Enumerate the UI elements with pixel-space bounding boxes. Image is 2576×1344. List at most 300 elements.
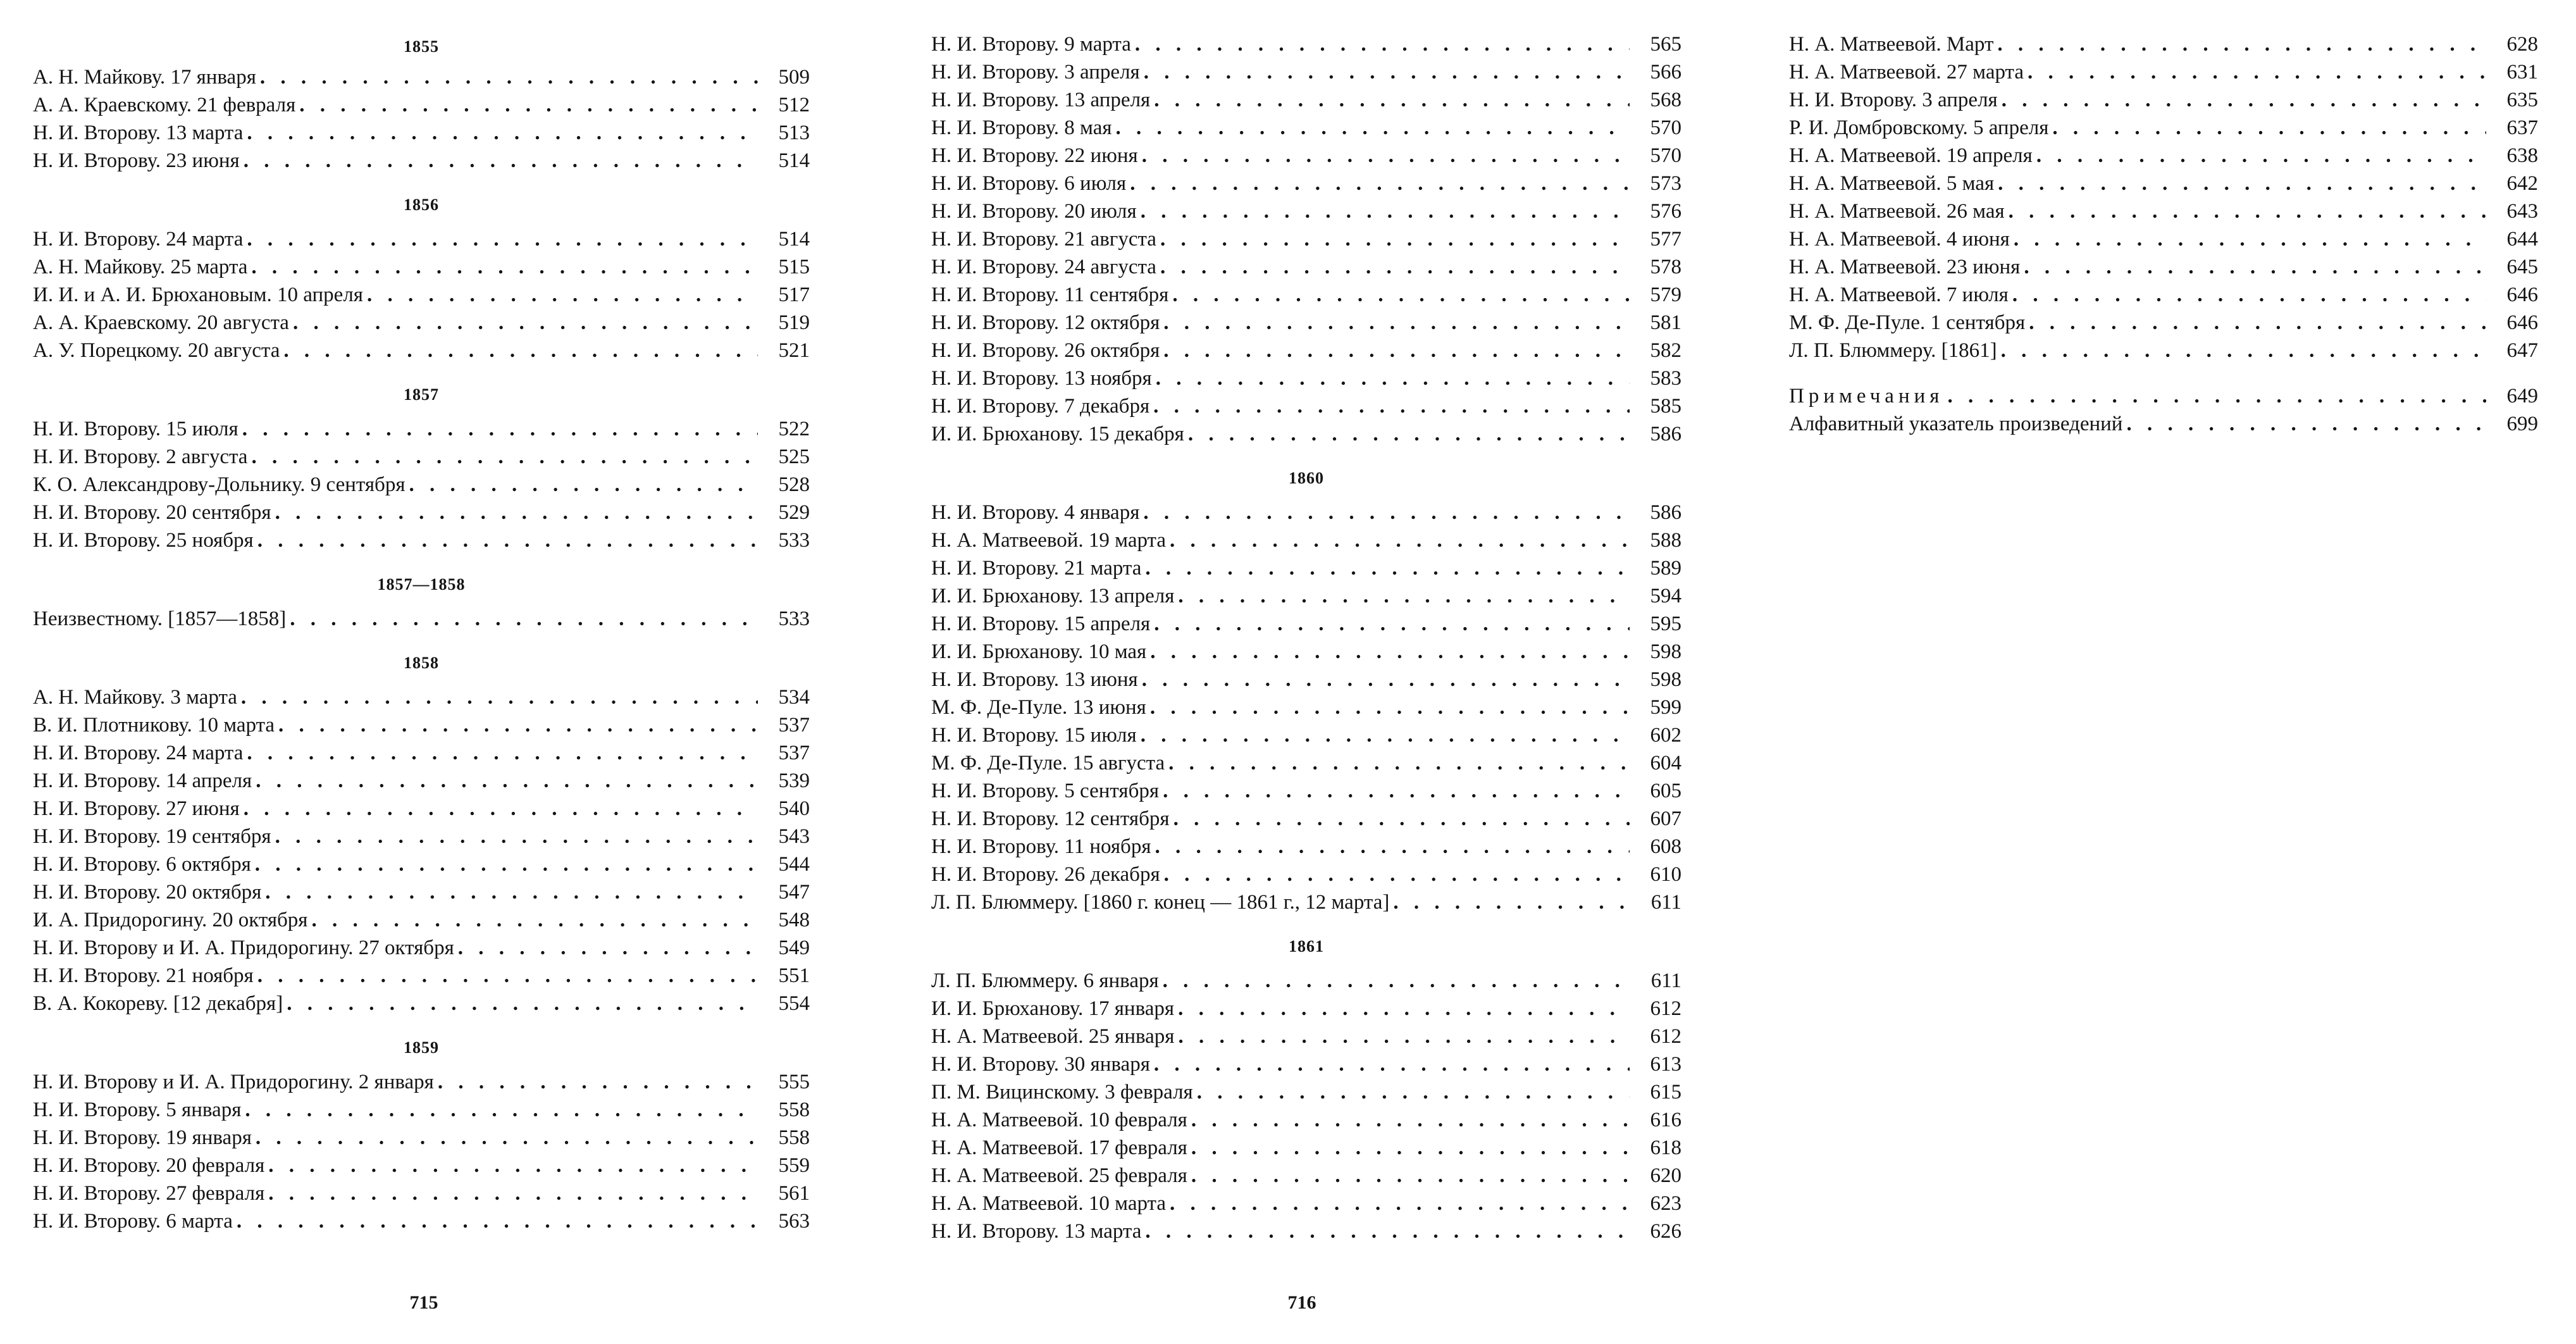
entry-page: 581 — [1650, 311, 1681, 334]
toc-entry — [931, 666, 1681, 694]
entry-title: И. И. Брюханову. 13 апреля — [931, 585, 1175, 607]
dot-leader — [1142, 142, 1630, 170]
entry-page: 558 — [778, 1098, 810, 1121]
toc-entry — [931, 225, 1681, 253]
entry-page: 563 — [778, 1210, 810, 1233]
entry-title: Н. И. Второву. 25 ноября — [33, 529, 254, 552]
entry-page: 599 — [1650, 696, 1681, 719]
toc-entry — [33, 990, 810, 1017]
dot-leader — [1130, 170, 1630, 197]
entry-title: Н. И. Второву. 26 декабря — [931, 863, 1160, 886]
dot-leader — [2012, 281, 2486, 309]
toc-entry — [1789, 86, 2538, 114]
dot-leader — [1163, 337, 1630, 364]
entry-title: Л. П. Блюммеру. [1860 г. конец — 1861 г., 12 марта] — [931, 891, 1390, 914]
entry-page: 594 — [1650, 585, 1681, 607]
entry-page: 515 — [778, 256, 810, 278]
entry-page: 525 — [778, 445, 810, 468]
entry-title: А. Н. Майкову. 3 марта — [33, 686, 237, 709]
entry-title: Н. И. Второву. 24 августа — [931, 256, 1156, 278]
dot-leader — [1154, 1050, 1630, 1078]
dot-leader — [1144, 58, 1630, 86]
toc-entry — [931, 1023, 1681, 1050]
dot-leader — [242, 415, 758, 443]
entry-page: 613 — [1650, 1053, 1681, 1076]
toc-entry — [931, 420, 1681, 448]
entry-page: 598 — [1650, 640, 1681, 663]
dot-leader — [247, 225, 758, 253]
entry-title: Н. И. Второву. 11 сентября — [931, 283, 1169, 306]
entry-title: Н. А. Матвеевой. 17 февраля — [931, 1136, 1187, 1159]
entry-title: Н. И. Второву. 13 апреля — [931, 89, 1151, 111]
dot-leader — [1150, 694, 1630, 721]
entry-title: Н. И. Второву. 6 марта — [33, 1210, 233, 1233]
toc-entry — [1789, 225, 2538, 253]
entry-title: Н. И. Второву. 15 июля — [33, 418, 238, 440]
entry-title: Н. А. Матвеевой. 27 марта — [1789, 61, 2024, 84]
entry-page: 612 — [1650, 1025, 1681, 1048]
entry-page: 623 — [1650, 1192, 1681, 1215]
toc-entry — [931, 1050, 1681, 1078]
dot-leader — [1191, 1134, 1630, 1162]
toc-entry — [33, 962, 810, 990]
entry-page: 602 — [1650, 724, 1681, 747]
dot-leader — [1156, 364, 1630, 392]
spacer — [33, 364, 810, 375]
entry-page: 582 — [1650, 339, 1681, 362]
toc-entry — [1789, 142, 2538, 170]
page-number-left: 715 — [409, 1292, 438, 1313]
dot-leader — [244, 795, 758, 823]
dot-leader — [257, 526, 758, 554]
toc-entry-notes — [1789, 382, 2538, 410]
entry-page: 598 — [1650, 668, 1681, 691]
toc-entry — [931, 253, 1681, 281]
entry-page: 612 — [1650, 997, 1681, 1020]
entry-title: Н. И. Второву. 27 июня — [33, 797, 240, 820]
entry-title: Н. И. Второву. 9 марта — [931, 33, 1131, 56]
entry-title: Н. И. Второву. 27 февраля — [33, 1182, 265, 1205]
entry-title: М. Ф. Де-Пуле. 13 июня — [931, 696, 1146, 719]
entry-page: 544 — [778, 853, 810, 876]
entry-page: 699 — [2506, 413, 2538, 435]
entry-page: 539 — [778, 769, 810, 792]
toc-entry — [931, 888, 1681, 916]
entry-title: Н. А. Матвеевой. 5 мая — [1789, 172, 1995, 195]
toc-entry — [33, 878, 810, 906]
toc-entry — [33, 795, 810, 823]
toc-entry — [931, 364, 1681, 392]
dot-leader — [1170, 526, 1630, 554]
toc-entry — [33, 415, 810, 443]
toc-entry — [931, 30, 1681, 58]
toc-entry — [931, 1190, 1681, 1217]
dot-leader — [1154, 86, 1630, 114]
dot-leader — [1178, 582, 1630, 610]
contents-sections — [1789, 30, 2538, 364]
toc-entry — [931, 1217, 1681, 1245]
dot-leader — [275, 499, 758, 526]
toc-entry — [931, 526, 1681, 554]
entry-title: Н. И. Второву. 24 марта — [33, 228, 244, 251]
entry-title: Н. И. Второву. 5 января — [33, 1098, 242, 1121]
entry-title: Н. И. Второву. 19 сентября — [33, 825, 271, 848]
toc-entry — [931, 582, 1681, 610]
dot-leader — [1998, 170, 2486, 197]
dot-leader — [1135, 30, 1630, 58]
dot-leader — [268, 1152, 758, 1179]
toc-entry — [33, 337, 810, 364]
dot-leader — [2024, 253, 2486, 281]
entry-title: Н. И. Второву. 19 января — [33, 1126, 252, 1149]
entry-title: И. И. Брюханову. 17 января — [931, 997, 1175, 1020]
toc-entry — [33, 906, 810, 934]
entry-page: 519 — [778, 311, 810, 334]
entry-page: 514 — [778, 228, 810, 251]
entry-title: Н. И. Второву. 24 марта — [33, 742, 244, 764]
entry-page: 522 — [778, 418, 810, 440]
dot-leader — [260, 63, 758, 91]
toc-entry — [931, 499, 1681, 526]
dot-leader — [257, 962, 758, 990]
entry-title: Л. П. Блюммеру. [1861] — [1789, 339, 1997, 362]
spacer — [931, 916, 1681, 926]
entry-page: 649 — [2506, 385, 2538, 408]
toc-entry — [931, 142, 1681, 170]
entry-page: 646 — [2506, 283, 2538, 306]
dot-leader — [2126, 410, 2486, 438]
toc-entry — [931, 833, 1681, 861]
entry-page: 616 — [1650, 1109, 1681, 1131]
entry-title: Неизвестному. [1857—1858] — [33, 607, 287, 630]
dot-leader — [311, 906, 758, 934]
toc-entry — [33, 91, 810, 119]
dot-leader — [2001, 337, 2486, 364]
entry-title: В. И. Плотникову. 10 марта — [33, 714, 275, 737]
spacer — [931, 448, 1681, 458]
entry-title: Алфавитный указатель произведений — [1789, 413, 2123, 435]
entry-title: Н. И. Второву. 13 марта — [33, 121, 244, 144]
toc-entry — [33, 934, 810, 962]
entry-title: Н. И. Второву. 20 сентября — [33, 501, 271, 524]
entry-page: 585 — [1650, 395, 1681, 418]
entry-page: 608 — [1650, 835, 1681, 858]
entry-page: 554 — [778, 992, 810, 1015]
toc-entry — [33, 1068, 810, 1096]
entry-title: Н. И. Второву. 7 декабря — [931, 395, 1150, 418]
entry-title: Н. И. Второву. 20 октября — [33, 881, 262, 904]
dot-leader — [237, 1207, 758, 1235]
dot-leader — [1188, 420, 1630, 448]
entry-page: 578 — [1650, 256, 1681, 278]
entry-page: 579 — [1650, 283, 1681, 306]
entry-title: Н. А. Матвеевой. 10 февраля — [931, 1109, 1187, 1131]
year-heading: 1857—1858 — [377, 575, 466, 594]
entry-title: И. И. Брюханову. 15 декабря — [931, 423, 1184, 445]
entry-page: 558 — [778, 1126, 810, 1149]
year-heading: 1855 — [404, 37, 439, 56]
spacer — [33, 554, 810, 564]
toc-entry — [1789, 309, 2538, 337]
dot-leader — [1160, 225, 1630, 253]
entry-page: 635 — [2506, 89, 2538, 111]
entry-title: К. О. Александрову-Дольнику. 9 сентября — [33, 473, 406, 496]
dot-leader — [2028, 58, 2486, 86]
toc-entry — [931, 1162, 1681, 1190]
year-heading: 1860 — [1289, 469, 1324, 487]
entry-page: 559 — [778, 1154, 810, 1177]
entry-page: 631 — [2506, 61, 2538, 84]
entry-page: 533 — [778, 607, 810, 630]
entry-page: 521 — [778, 339, 810, 362]
entry-title: Н. И. Второву. 3 апреля — [1789, 89, 1998, 111]
toc-entry — [931, 749, 1681, 777]
dot-leader — [265, 878, 758, 906]
entry-page: 620 — [1650, 1164, 1681, 1187]
entry-title: Примечания — [1789, 385, 1944, 408]
entry-title: Н. И. Второву. 21 августа — [931, 228, 1156, 251]
dot-leader — [255, 850, 758, 878]
dot-leader — [245, 1096, 758, 1124]
entry-title: Н. И. Второву. 13 марта — [931, 1220, 1142, 1243]
toc-entry — [33, 526, 810, 554]
dot-leader — [251, 443, 758, 471]
toc-entry — [931, 114, 1681, 142]
entry-page: 565 — [1650, 33, 1681, 56]
dot-leader — [1153, 392, 1630, 420]
toc-entry — [1789, 30, 2538, 58]
entry-title: Н. А. Матвеевой. 4 июня — [1789, 228, 2010, 251]
dot-leader — [1197, 1078, 1630, 1106]
dot-leader — [278, 711, 758, 739]
dot-leader — [256, 1124, 758, 1152]
dot-leader — [1393, 888, 1630, 916]
year-heading: 1858 — [404, 654, 439, 672]
toc-entry — [931, 694, 1681, 721]
toc-entry — [33, 711, 810, 739]
entry-page: 561 — [778, 1182, 810, 1205]
entry-page: 637 — [2506, 116, 2538, 139]
dot-leader — [1141, 197, 1630, 225]
dot-leader — [1116, 114, 1630, 142]
entry-page: 615 — [1650, 1081, 1681, 1104]
toc-entry — [931, 1078, 1681, 1106]
dot-leader — [1141, 721, 1630, 749]
entry-title: Н. И. Второву. 14 апреля — [33, 769, 252, 792]
page-number-right: 716 — [1287, 1292, 1316, 1313]
entry-page: 537 — [778, 742, 810, 764]
entry-page: 611 — [1650, 969, 1681, 992]
entry-title: Н. И. Второву. 5 сентября — [931, 780, 1160, 802]
toc-entry — [931, 309, 1681, 337]
toc-entry — [931, 392, 1681, 420]
entry-title: Н. И. Второву. 13 июня — [931, 668, 1138, 691]
entry-title: А. Н. Майкову. 17 января — [33, 66, 256, 89]
entry-page: 586 — [1650, 423, 1681, 445]
toc-entry — [1789, 337, 2538, 364]
dot-leader — [1160, 253, 1630, 281]
dot-leader — [1145, 1217, 1630, 1245]
entry-page: 577 — [1650, 228, 1681, 251]
dot-leader — [241, 683, 758, 711]
dot-leader — [1191, 1162, 1630, 1190]
entry-title: Н. И. Второву. 8 мая — [931, 116, 1112, 139]
entry-page: 646 — [2506, 311, 2538, 334]
year-heading: 1857 — [404, 385, 439, 404]
toc-entry — [1789, 114, 2538, 142]
entry-title: Н. А. Матвеевой. 19 марта — [931, 529, 1167, 552]
entry-title: И. И. и А. И. Брюхановым. 10 апреля — [33, 283, 363, 306]
dot-leader — [293, 309, 758, 337]
entry-page: 548 — [778, 909, 810, 931]
contents-column-left — [33, 30, 810, 1235]
toc-entry — [33, 471, 810, 499]
spacer — [33, 633, 810, 643]
entry-page: 588 — [1650, 529, 1681, 552]
dot-leader — [1163, 967, 1630, 995]
entry-title: Н. И. Второву. 26 октября — [931, 339, 1160, 362]
entry-title: И. А. Придорогину. 20 октября — [33, 909, 308, 931]
dot-leader — [251, 253, 758, 281]
entry-title: П. М. Вицинскому. 3 февраля — [931, 1081, 1193, 1104]
entry-page: 551 — [778, 964, 810, 987]
entry-title: Н. И. Второву. 13 ноября — [931, 367, 1152, 390]
toc-entry — [33, 309, 810, 337]
entry-page: 638 — [2506, 144, 2538, 167]
entry-page: 647 — [2506, 339, 2538, 362]
toc-entry — [931, 638, 1681, 666]
toc-entry — [931, 58, 1681, 86]
toc-entry — [1789, 170, 2538, 197]
entry-title: В. А. Кокореву. [12 декабря] — [33, 992, 283, 1015]
toc-entry — [33, 119, 810, 147]
toc-entry — [931, 337, 1681, 364]
year-heading: 1861 — [1289, 937, 1324, 955]
toc-entry — [33, 1124, 810, 1152]
entry-title: М. Ф. Де-Пуле. 1 сентября — [1789, 311, 2026, 334]
dot-leader — [2052, 114, 2486, 142]
toc-entry — [33, 147, 810, 175]
toc-entry — [33, 767, 810, 795]
entry-title: Н. И. Второву. 23 июня — [33, 149, 240, 172]
dot-leader — [438, 1068, 758, 1096]
toc-entry — [33, 683, 810, 711]
toc-entry — [33, 739, 810, 767]
dot-leader — [247, 739, 758, 767]
entry-title: И. И. Брюханову. 10 мая — [931, 640, 1147, 663]
year-heading: 1856 — [404, 196, 439, 214]
entry-page: 514 — [778, 149, 810, 172]
dot-leader — [283, 337, 758, 364]
dot-leader — [1155, 833, 1630, 861]
dot-leader — [1178, 1023, 1630, 1050]
entry-title: Н. И. Второву. 6 июля — [931, 172, 1127, 195]
entry-title: Н. И. Второву и И. А. Придорогину. 2 января — [33, 1071, 434, 1093]
dot-leader — [1191, 1106, 1630, 1134]
dot-leader — [299, 91, 758, 119]
toc-entry — [33, 1207, 810, 1235]
entry-title: Р. И. Домбровскому. 5 апреля — [1789, 116, 2049, 139]
entry-page: 645 — [2506, 256, 2538, 278]
entry-title: А. А. Краевскому. 20 августа — [33, 311, 289, 334]
entry-page: 605 — [1650, 780, 1681, 802]
entry-page: 547 — [778, 881, 810, 904]
toc-entry — [931, 805, 1681, 833]
toc-entry — [931, 170, 1681, 197]
toc-entry — [931, 995, 1681, 1023]
toc-entry — [931, 1134, 1681, 1162]
entry-page: 568 — [1650, 89, 1681, 111]
entry-title: Н. А. Матвеевой. 26 мая — [1789, 200, 2005, 223]
entry-title: Н. И. Второву. 20 февраля — [33, 1154, 265, 1177]
dot-leader — [1164, 861, 1630, 888]
toc-entry — [1789, 281, 2538, 309]
entry-title: Н. И. Второву. 6 октября — [33, 853, 251, 876]
entry-page: 555 — [778, 1071, 810, 1093]
year-heading: 1859 — [404, 1038, 439, 1057]
entry-title: А. У. Порецкому. 20 августа — [33, 339, 280, 362]
dot-leader — [1170, 1190, 1630, 1217]
dot-leader — [1163, 777, 1630, 805]
entry-page: 517 — [778, 283, 810, 306]
contents-column-right — [1789, 30, 2538, 438]
toc-entry — [1789, 197, 2538, 225]
entry-page: 583 — [1650, 367, 1681, 390]
entry-title: М. Ф. Де-Пуле. 15 августа — [931, 752, 1165, 775]
entry-title: Н. И. Второву. 21 марта — [931, 557, 1142, 580]
dot-leader — [1150, 638, 1630, 666]
toc-entry — [33, 225, 810, 253]
entry-title: Н. А. Матвеевой. 23 июня — [1789, 256, 2021, 278]
toc-entry — [33, 281, 810, 309]
entry-page: 540 — [778, 797, 810, 820]
entry-page: 586 — [1650, 501, 1681, 524]
entry-title: Н. И. Второву. 12 сентября — [931, 807, 1170, 830]
toc-entry — [931, 721, 1681, 749]
dot-leader — [1178, 995, 1630, 1023]
entry-page: 595 — [1650, 613, 1681, 635]
entry-page: 543 — [778, 825, 810, 848]
entry-title: Н. И. Второву. 15 июля — [931, 724, 1137, 747]
toc-entry — [33, 823, 810, 850]
toc-entry — [33, 443, 810, 471]
dot-leader — [409, 471, 758, 499]
toc-entry — [1789, 58, 2538, 86]
dot-leader — [275, 823, 758, 850]
entry-title: Н. И. Второву. 12 октября — [931, 311, 1160, 334]
toc-entry — [33, 499, 810, 526]
toc-entry — [931, 281, 1681, 309]
entry-title: Н. И. Второву. 2 августа — [33, 445, 248, 468]
dot-leader — [268, 1179, 758, 1207]
toc-entry — [931, 197, 1681, 225]
entry-page: 604 — [1650, 752, 1681, 775]
contents-column-middle — [931, 30, 1681, 1245]
toc-entry — [931, 1106, 1681, 1134]
dot-leader — [1145, 554, 1630, 582]
dot-leader — [1163, 309, 1630, 337]
entry-title: Н. И. Второву и И. А. Придорогину. 27 октября — [33, 936, 454, 959]
dot-leader — [290, 605, 758, 633]
entry-page: 566 — [1650, 61, 1681, 84]
dot-leader — [2009, 197, 2486, 225]
entry-page: 512 — [778, 94, 810, 116]
entry-title: Н. И. Второву. 15 апреля — [931, 613, 1151, 635]
entry-page: 618 — [1650, 1136, 1681, 1159]
dot-leader — [244, 147, 758, 175]
entry-page: 644 — [2506, 228, 2538, 251]
entry-title: Н. И. Второву. 4 января — [931, 501, 1140, 524]
